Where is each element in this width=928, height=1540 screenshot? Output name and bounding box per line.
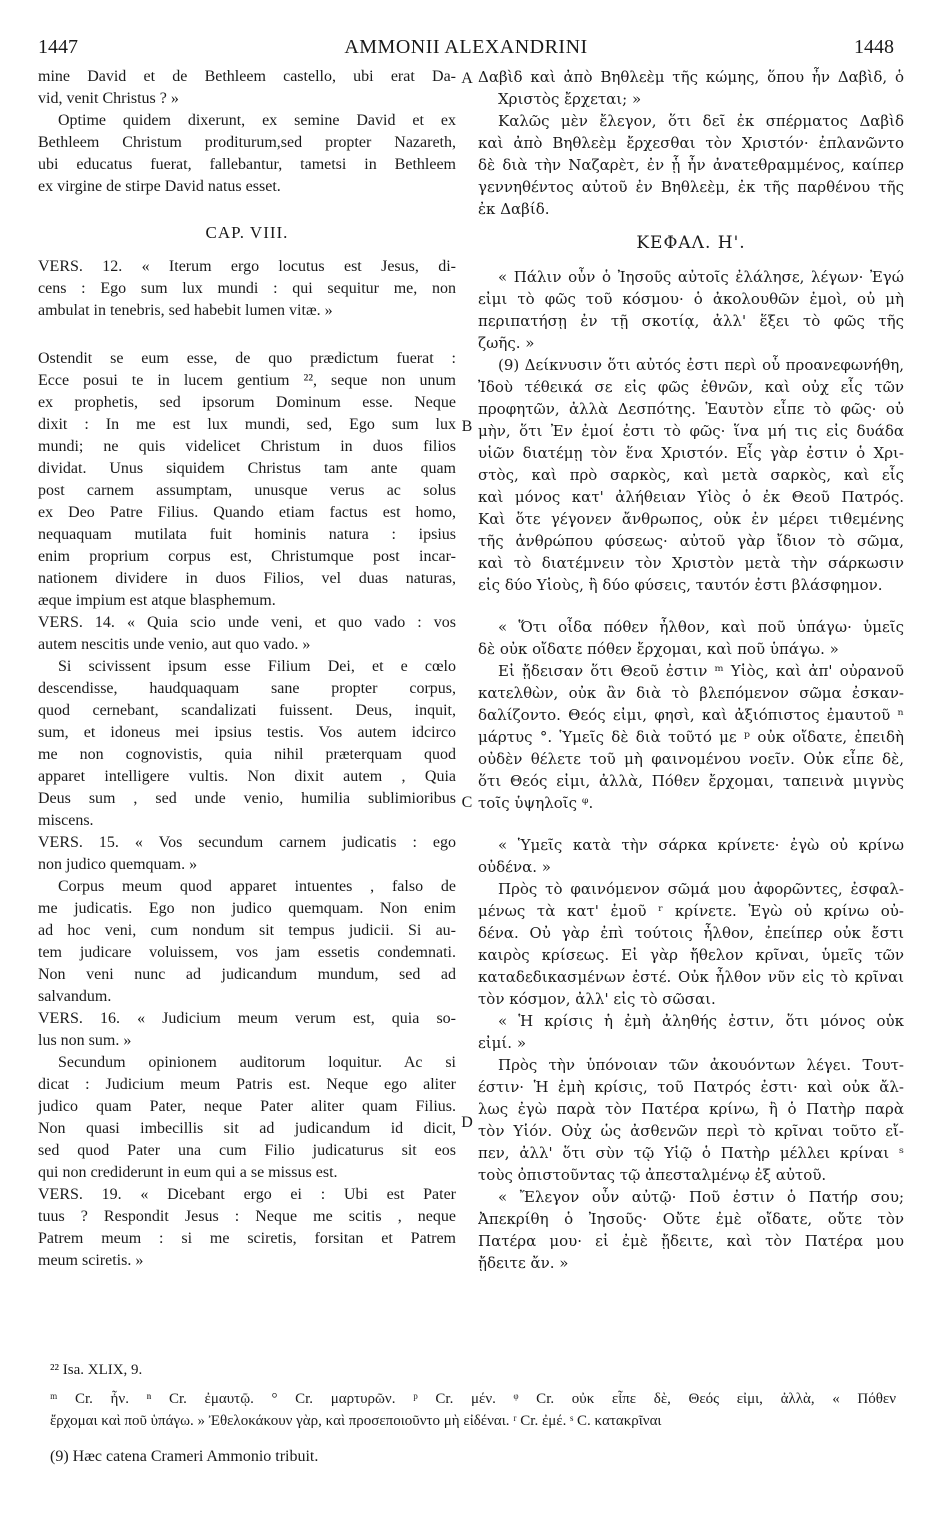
text-line: nationem dividere in duos Filios, vel duas naturas, (38, 570, 456, 587)
spacer (38, 322, 456, 348)
page-number-right: 1448 (854, 36, 894, 58)
text-line: μὴν, ὅτι Ἐν ἐμοί ἐστι τὸ φῶς· ἵνα μή τις εἰς δυάδα (478, 422, 904, 440)
verse-line: VERS. 12. « Iterum ergo locutus est Jesus, di- (38, 258, 456, 275)
text-line: Εἰ ᾔδεισαν ὅτι Θεοῦ ἐστιν ᵐ Υἱὸς, καὶ ἀπ' οὐρανοῦ (498, 662, 904, 680)
text-line: δὲ διὰ τὴν Ναζαρὲτ, ἐν ᾗ ἦν ἀνατεθραμμένος, καίπερ (478, 156, 904, 174)
verse-line: εἰμι τὸ φῶς τοῦ κόσμου· ὁ ἀκολουθῶν ἐμοὶ, οὐ μὴ (478, 290, 904, 308)
text-line: qui non crediderunt in eum qui a se missus est. (38, 1164, 338, 1181)
verse-line: « Ὅτι οἶδα πόθεν ἦλθον, καὶ ποῦ ὑπάγω· ὑμεῖς (498, 618, 904, 636)
text-line: ubi educatus fuerat, fallebantur, tametsi in Bethleem (38, 156, 456, 173)
verse-line: δὲ οὐκ οἴδατε πόθεν ἔρχομαι, καὶ ποῦ ὑπάγω. » (478, 640, 839, 658)
text-line: τὸν κόσμον, ἀλλ' εἰς τὸ σῶσαι. (478, 990, 716, 1008)
text-line: me non cognovistis, quia nihil præterquam quod (38, 746, 456, 763)
text-line: sed quod Pater una cum Filio judicaturus sit eos (38, 1142, 456, 1159)
text-line: post carnem assumptam, unusque verus ac solus (38, 482, 456, 499)
text-line: γεννηθέντος αὐτοῦ ἐν Βηθλεὲμ, ἐκ τῆς παρθένου τῆς (478, 178, 904, 196)
text-line: εἰς δύο Υἱοὺς, ἢ δύο φύσεις, ταυτόν ἐστι βλάσφημον. (478, 576, 883, 594)
text-line: υἱῶν διατέμῃ τὸν ἕνα Χριστόν. Εἷς γὰρ ἐστιν ὁ Χρι- (478, 444, 904, 462)
verse-line: ζωῆς. » (478, 334, 535, 352)
text-line: τοῖς ὑψηλοῖς ᵠ. (478, 794, 594, 812)
text-line: salvandum. (38, 988, 112, 1005)
text-line: nequaquam mutilata fuit hominis natura : ipsius (38, 526, 456, 543)
text-line: οὐδὲν θέλετε τοῦ μὴ φαινομένου νοεῖν. Οὐκ εἶπε δὲ, (478, 750, 904, 768)
latin-column (38, 66, 456, 1272)
spacer (478, 814, 904, 834)
text-line: Ostendit se eum esse, de quo prædictum fuerat : (38, 350, 456, 367)
text-line: καιρὸς κρίσεως. Εἰ γὰρ ἤθελον κρῖναι, ὑμεῖς τῶν (478, 946, 904, 964)
text-line: sum, et idoneus mei ipsius testis. Vos autem idcirco (38, 724, 456, 741)
text-line: καταδεδικασμένων ἐστέ. Οὐκ ἦλθον νῦν εἰς τὸ κρῖναι (478, 968, 904, 986)
verse-line: tuus ? Respondit Jesus : Neque me scitis , neque (38, 1208, 456, 1225)
margin-marker-a: A (461, 70, 473, 87)
verse-line: autem nescitis unde venio, aut quo vado. » (38, 636, 311, 653)
text-line: tem judicare voluissem, vos jam essetis condemnati. (38, 944, 456, 961)
text-line: τοὺς ὀπιστοῦντας τῷ ἀπεσταλμένῳ ἐξ αὐτοῦ. (478, 1166, 827, 1184)
spacer (478, 220, 904, 232)
verse-line: ambulat in tenebris, sed habebit lumen vitæ. » (38, 302, 333, 319)
margin-marker-c: C (461, 794, 473, 811)
text-line: Corpus meum quod apparet intuentes , falso de (58, 878, 456, 895)
text-line: Non quasi imbecillis sit ad judicandum id dicit, (38, 1120, 456, 1137)
text-line: Optime quidem dixerunt, ex semine David et ex (58, 112, 456, 129)
text-line: προφητῶν, ἀλλὰ Δεσπότης. Ἑαυτὸν εἶπε τὸ φῶς· οὐ (478, 400, 904, 418)
note-line: ἔρχομαι καὶ ποῦ ὑπάγω. » Ἐθελοκάκουν γὰρ, καὶ προσεποιοῦντο μὴ εἰδέναι. ʳ Cr. ἐμέ. ˢ C. κατακρῖναι (50, 1413, 662, 1429)
margin-marker-d: D (461, 1114, 473, 1131)
running-title: AMMONII ALEXANDRINI (344, 36, 588, 58)
critical-notes (50, 1388, 896, 1432)
text-line: έστιν· Ἡ ἐμὴ κρίσις, τοῦ Πατρός ἐστι· καὶ οὐκ ἄλ- (478, 1078, 904, 1096)
page-header (38, 36, 894, 60)
text-line: τὸν Υἱόν. Οὐχ ὡς ἀσθενῶν περὶ τὸ κρῖναι τοῦτο εἴ- (478, 1122, 904, 1140)
text-line: Δαβὶδ καὶ ἀπὸ Βηθλεὲμ τῆς κώμης, ὅπου ἦν Δαβὶδ, ὁ (478, 68, 904, 86)
verse-line: Patrem meum : si me sciretis, forsitan et Patrem (38, 1230, 456, 1247)
closing-note: (9) Hæc catena Crameri Ammonio tribuit. (50, 1448, 319, 1465)
text-line: (9) Δείκνυσιν ὅτι αὐτός ἐστι περὶ οὗ προανεφωνήθη, (498, 356, 904, 374)
footnote-isaiah: ²² Isa. XLIX, 9. (50, 1362, 143, 1378)
margin-marker-b: B (461, 418, 473, 435)
text-line: κατελθὼν, οὐκ ἂν διὰ τὸ βλεπόμενον σῶμα ἐσκαν- (478, 684, 904, 702)
text-line: Ἰδοὺ τέθεικά σε εἰς φῶς ἐθνῶν, καὶ οὐχ εἷς τῶν (478, 378, 904, 396)
verse-line: VERS. 19. « Dicebant ergo ei : Ubi est Pater (38, 1186, 456, 1203)
text-line: Πρὸς τὸ φαινόμενον σῶμά μου ἀφορῶντες, ἐσφαλ- (498, 880, 904, 898)
text-line: ex Deo Patre Filius. Quando etiam factus est homo, (38, 504, 456, 521)
text-line: καὶ ἀπὸ Βηθλεὲμ ἔρχεσθαι τὸν Χριστόν· ἐπλανῶντο (478, 134, 904, 152)
verse-line: περιπατήσῃ ἐν τῇ σκοτίᾳ, ἀλλ' ἕξει τὸ φῶς τῆς (478, 312, 904, 330)
text-line: apparet intelligere vultis. Non dixit autem , Quia (38, 768, 456, 785)
text-line: δένα. Οὐ γὰρ ἐπὶ τούτοις ἦλθον, ἐπείπερ οὐκ ἔστι (478, 924, 904, 942)
verse-line: Πατέρα μου· εἰ ἐμὲ ᾔδειτε, καὶ τὸν Πατέρα μου (478, 1232, 904, 1250)
verse-line: ᾔδειτε ἄν. » (478, 1254, 569, 1272)
text-line: Χριστὸς ἔρχεται; » (498, 90, 642, 108)
verse-line: Ἀπεκρίθη ὁ Ἰησοῦς· Οὔτε ἐμὲ οἴδατε, οὔτε τὸν (478, 1210, 904, 1228)
text-line: Si scivissent ipsum esse Filium Dei, et e cœlo (58, 658, 456, 675)
text-line: Deus sum , sed unde venio, humilia sublimioribus (38, 790, 456, 807)
page-number-left: 1447 (38, 36, 78, 58)
spacer (38, 244, 456, 256)
text-line: Ecce posui te in lucem gentium ²², seque non unum (38, 372, 456, 389)
text-line: æque impium est atque blasphemum. (38, 592, 276, 609)
text-line: ἐκ Δαβίδ. (478, 200, 550, 218)
verse-line: meum sciretis. » (38, 1252, 144, 1269)
verse-line: « Ἡ κρίσις ἡ ἐμὴ ἀληθής ἐστιν, ὅτι μόνος οὐκ (498, 1012, 904, 1030)
text-line: Non veni nunc ad judicandum mundum, sed ad (38, 966, 456, 983)
text-line: ὅτι Θεός εἰμι, ἀλλὰ, Πόθεν ἔρχομαι, ταπεινὰ μιγνὺς (478, 772, 904, 790)
verse-line: « Ἔλεγον οὖν αὐτῷ· Ποῦ ἐστιν ὁ Πατήρ σου; (498, 1188, 904, 1206)
text-line: λως ἐγὼ παρὰ τὸν Πατέρα κρίνω, ἢ ὁ Πατὴρ παρὰ (478, 1100, 904, 1118)
verse-line: VERS. 14. « Quia scio unde veni, et quo vado : vos (38, 614, 456, 631)
text-line: ex virgine de stirpe David natus esset. (38, 178, 281, 195)
text-line: δαλίζοντο. Θεός εἰμι, φησὶ, καὶ ἀξιόπιστος ἐμαυτοῦ ⁿ (478, 706, 904, 724)
text-line: ex prophetis, sed ipsorum Dominum esse. Neque (38, 394, 456, 411)
text-line: enim proprium corpus est, Christumque post incar- (38, 548, 456, 565)
verse-line: εἰμί. » (478, 1034, 526, 1052)
text-line: judico quam Pater, neque Pater aliter quam Filius. (38, 1098, 456, 1115)
verse-line: VERS. 16. « Judicium meum verum est, quia so- (38, 1010, 456, 1027)
verse-line: non judico quemquam. » (38, 856, 198, 873)
text-line: Καὶ ὅτε γέγονεν ἄνθρωπος, οὐκ ἐν μέρει τιθεμένης (478, 510, 904, 528)
verse-line: lus non sum. » (38, 1032, 132, 1049)
verse-line: « Ὑμεῖς κατὰ τὴν σάρκα κρίνετε· ἐγὼ οὐ κρίνω (498, 836, 904, 854)
text-line: καὶ μόνος κατ' ἀλήθειαν Υἱὸς ὁ ἐκ Θεοῦ Πατρός. (478, 488, 904, 506)
text-line: me judicatis. Ego non judico quemquam. Non enim (38, 900, 456, 917)
text-line: Πρὸς τὴν ὑπόνοιαν τῶν ἀκουόντων λέγει. Τουτ- (498, 1056, 904, 1074)
text-line: dixit : In me est lux mundi, sed, Ego sum lux (38, 416, 456, 433)
spacer (38, 198, 456, 222)
text-line: dicat : Judicium meum Patris est. Neque ego aliter (38, 1076, 456, 1093)
text-line: miscens. (38, 812, 94, 829)
text-line: vid, venit Christus ? » (38, 90, 179, 107)
spacer (478, 254, 904, 266)
text-line: Secundum opinionem auditorum loquitur. Ac si (58, 1054, 456, 1071)
text-line: dividat. Unus siquidem Christus tam ante quam (38, 460, 456, 477)
text-line: Bethleem Christum proditurum,sed propter Nazareth, (38, 134, 456, 151)
text-line: mine David et de Bethleem castello, ubi erat Da- (38, 68, 456, 85)
spacer (478, 596, 904, 616)
text-line: στὸς, καὶ πρὸ σαρκὸς, καὶ μετὰ σαρκὸς, καὶ εἷς (478, 466, 904, 484)
text-line: μένως τὰ κατ' ἐμοῦ ʳ κρίνετε. Ἐγὼ οὐ κρίνω οὐ- (478, 902, 904, 920)
verse-line: « Πάλιν οὖν ὁ Ἰησοῦς αὐτοῖς ἐλάλησε, λέγων· Ἐγώ (498, 268, 904, 286)
verse-line: VERS. 15. « Vos secundum carnem judicatis : ego (38, 834, 456, 851)
text-line: mundi; ne quis videlicet Christum in duos filios (38, 438, 456, 455)
chapter-heading: ΚΕΦΑΛ. Η'. (636, 233, 746, 253)
text-line: Καλῶς μὲν ἔλεγον, ὅτι δεῖ ἐκ σπέρματος Δαβὶδ (498, 112, 904, 130)
text-line: ad hoc veni, cum nondum sit tempus judicii. Si au- (38, 922, 456, 939)
verse-line: οὐδένα. » (478, 858, 551, 876)
text-line: descendisse, haudquaquam sane propter corpus, (38, 680, 456, 697)
chapter-heading: CAP. VIII. (205, 223, 289, 242)
text-line: τῆς ἀνθρώπου φύσεως· αὐτοῦ γὰρ ἴδιον τὸ σῶμα, (478, 532, 904, 550)
verse-line: cens : Ego sum lux mundi : qui sequitur me, non (38, 280, 456, 297)
note-line: ᵐ Cr. ἦν. ⁿ Cr. ἐμαυτῷ. ° Cr. μαρτυρῶν. ᵖ Cr. μέν. ᵠ Cr. οὐκ εἶπε δὲ, Θεός εἰμι, ἀλλὰ, « Πόθεν (50, 1391, 896, 1407)
greek-column (478, 66, 904, 1274)
text-line: quod cernebant, scandalizati fuissent. Deus, inquit, (38, 702, 456, 719)
text-line: καὶ τὸ διατέμνειν τὸν Χριστὸν μετὰ τὴν σάρκωσιν (478, 554, 904, 572)
text-line: μάρτυς °. Ὑμεῖς δὲ διὰ τοῦτό με ᵖ οὐκ οἴδατε, ἐπειδὴ (478, 728, 904, 746)
text-line: πεν, ἀλλ' ὅτι σὺν τῷ Υἱῷ ὁ Πατὴρ μέλλει κρίναι ˢ (478, 1144, 904, 1162)
